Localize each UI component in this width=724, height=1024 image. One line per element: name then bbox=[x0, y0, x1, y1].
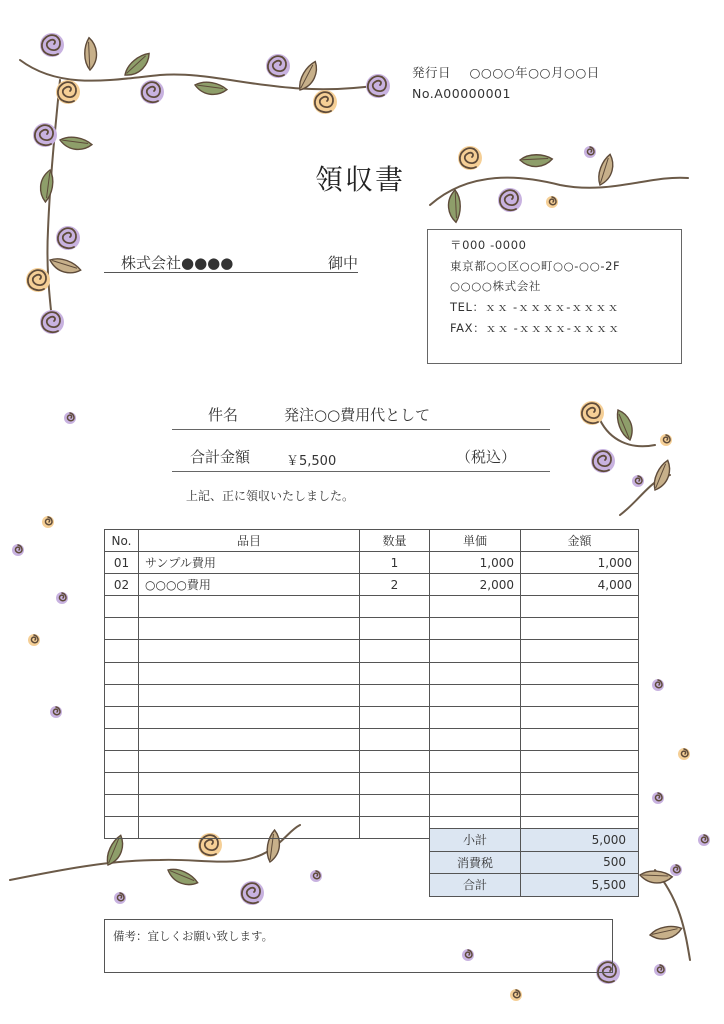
cell-unit-price bbox=[430, 596, 521, 618]
cell-item bbox=[139, 728, 360, 750]
cell-amount bbox=[521, 795, 639, 817]
cell-item: ○○○○費用 bbox=[139, 574, 360, 596]
subject-label: 件名 bbox=[208, 406, 239, 424]
table-row bbox=[105, 618, 639, 640]
cell-item bbox=[139, 640, 360, 662]
cell-qty bbox=[360, 618, 430, 640]
subtotal-value: 5,000 bbox=[521, 829, 639, 852]
cell-qty bbox=[360, 817, 430, 839]
cell-qty bbox=[360, 662, 430, 684]
total-amount-value: ￥5,500 bbox=[286, 454, 337, 469]
table-header-row bbox=[105, 530, 639, 552]
cell-unit-price bbox=[430, 662, 521, 684]
table-row bbox=[105, 750, 639, 772]
total-amount-row bbox=[172, 446, 550, 472]
page-title: 領収書 bbox=[315, 163, 406, 196]
cell-no bbox=[105, 618, 139, 640]
cell-unit-price: 1,000 bbox=[430, 552, 521, 574]
issue-date-line bbox=[412, 63, 600, 81]
table-row bbox=[105, 684, 639, 706]
cell-no: 02 bbox=[105, 574, 139, 596]
cell-unit-price bbox=[430, 728, 521, 750]
cell-no bbox=[105, 640, 139, 662]
subject-value: 発注○○費用代として bbox=[284, 406, 431, 424]
table-row bbox=[105, 640, 639, 662]
grand-total-value: 5,500 bbox=[521, 874, 639, 897]
cell-item bbox=[139, 684, 360, 706]
cell-amount bbox=[521, 596, 639, 618]
cell-item bbox=[139, 706, 360, 728]
cell-qty: 2 bbox=[360, 574, 430, 596]
cell-qty: 1 bbox=[360, 552, 430, 574]
issuer-address-box bbox=[427, 229, 682, 364]
table-row bbox=[105, 574, 639, 596]
tax-label: 消費税 bbox=[430, 851, 521, 874]
cell-amount bbox=[521, 618, 639, 640]
cell-unit-price bbox=[430, 706, 521, 728]
document-number: No.A00000001 bbox=[412, 86, 511, 101]
table-row bbox=[105, 596, 639, 618]
cell-amount: 4,000 bbox=[521, 574, 639, 596]
cell-no bbox=[105, 596, 139, 618]
cell-qty bbox=[360, 773, 430, 795]
cell-amount bbox=[521, 773, 639, 795]
tax-row bbox=[430, 851, 639, 874]
issuer-company: ○○○○株式会社 bbox=[450, 279, 541, 293]
remarks-box bbox=[104, 919, 613, 973]
summary-table bbox=[429, 828, 639, 897]
recipient-honorific: 御中 bbox=[327, 254, 358, 272]
issuer-tel: TEL：ｘｘ -ｘｘｘｘ-ｘｘｘｘ bbox=[450, 300, 620, 314]
cell-qty bbox=[360, 684, 430, 706]
cell-unit-price bbox=[430, 684, 521, 706]
cell-qty bbox=[360, 706, 430, 728]
cell-item bbox=[139, 618, 360, 640]
cell-item bbox=[139, 750, 360, 772]
cell-item bbox=[139, 662, 360, 684]
cell-qty bbox=[360, 750, 430, 772]
cell-no: 01 bbox=[105, 552, 139, 574]
cell-amount bbox=[521, 728, 639, 750]
cell-unit-price bbox=[430, 618, 521, 640]
table-row bbox=[105, 662, 639, 684]
tax-value: 500 bbox=[521, 851, 639, 874]
recipient-name: 株式会社●●●● bbox=[121, 254, 234, 272]
subtotal-label: 小計 bbox=[430, 829, 521, 852]
tax-included-note: （税込） bbox=[456, 448, 517, 466]
cell-no bbox=[105, 817, 139, 839]
cell-qty bbox=[360, 640, 430, 662]
cell-no bbox=[105, 728, 139, 750]
col-header-item: 品目 bbox=[139, 530, 360, 552]
cell-no bbox=[105, 750, 139, 772]
cell-no bbox=[105, 795, 139, 817]
items-table bbox=[104, 529, 639, 839]
cell-item bbox=[139, 795, 360, 817]
cell-item bbox=[139, 596, 360, 618]
cell-qty bbox=[360, 596, 430, 618]
cell-no bbox=[105, 684, 139, 706]
cell-amount bbox=[521, 684, 639, 706]
subtotal-row bbox=[430, 829, 639, 852]
cell-amount: 1,000 bbox=[521, 552, 639, 574]
cell-amount bbox=[521, 750, 639, 772]
table-row bbox=[105, 552, 639, 574]
issue-date-value: ○○○○年○○月○○日 bbox=[469, 65, 600, 80]
cell-no bbox=[105, 706, 139, 728]
table-row bbox=[105, 795, 639, 817]
issue-date-label: 発行日 bbox=[412, 65, 452, 80]
issuer-address: 東京都○○区○○町○○-○○-2F bbox=[450, 259, 621, 273]
issuer-fax: FAX：ｘｘ -ｘｘｘｘ-ｘｘｘｘ bbox=[450, 321, 620, 335]
remarks-text: 備考：宜しくお願い致します。 bbox=[113, 929, 274, 943]
cell-qty bbox=[360, 795, 430, 817]
cell-amount bbox=[521, 640, 639, 662]
cell-no bbox=[105, 773, 139, 795]
cell-item: サンプル費用 bbox=[139, 552, 360, 574]
cell-unit-price bbox=[430, 640, 521, 662]
cell-unit-price bbox=[430, 750, 521, 772]
cell-qty bbox=[360, 728, 430, 750]
cell-amount bbox=[521, 706, 639, 728]
receipt-statement: 上記、正に領収いたしました。 bbox=[186, 489, 355, 503]
table-row bbox=[105, 773, 639, 795]
col-header-no: No. bbox=[105, 530, 139, 552]
recipient-line bbox=[104, 252, 358, 273]
cell-amount bbox=[521, 662, 639, 684]
cell-unit-price bbox=[430, 773, 521, 795]
cell-item bbox=[139, 817, 360, 839]
grand-total-row bbox=[430, 874, 639, 897]
cell-unit-price: 2,000 bbox=[430, 574, 521, 596]
subject-row bbox=[172, 404, 550, 430]
grand-total-label: 合計 bbox=[430, 874, 521, 897]
cell-no bbox=[105, 662, 139, 684]
cell-item bbox=[139, 773, 360, 795]
total-amount-label: 合計金額 bbox=[190, 448, 251, 466]
col-header-qty: 数量 bbox=[360, 530, 430, 552]
col-header-unit-price: 単価 bbox=[430, 530, 521, 552]
issuer-postal: 〒000 -0000 bbox=[450, 238, 527, 252]
col-header-amount: 金額 bbox=[521, 530, 639, 552]
cell-unit-price bbox=[430, 795, 521, 817]
table-row bbox=[105, 706, 639, 728]
table-row bbox=[105, 728, 639, 750]
